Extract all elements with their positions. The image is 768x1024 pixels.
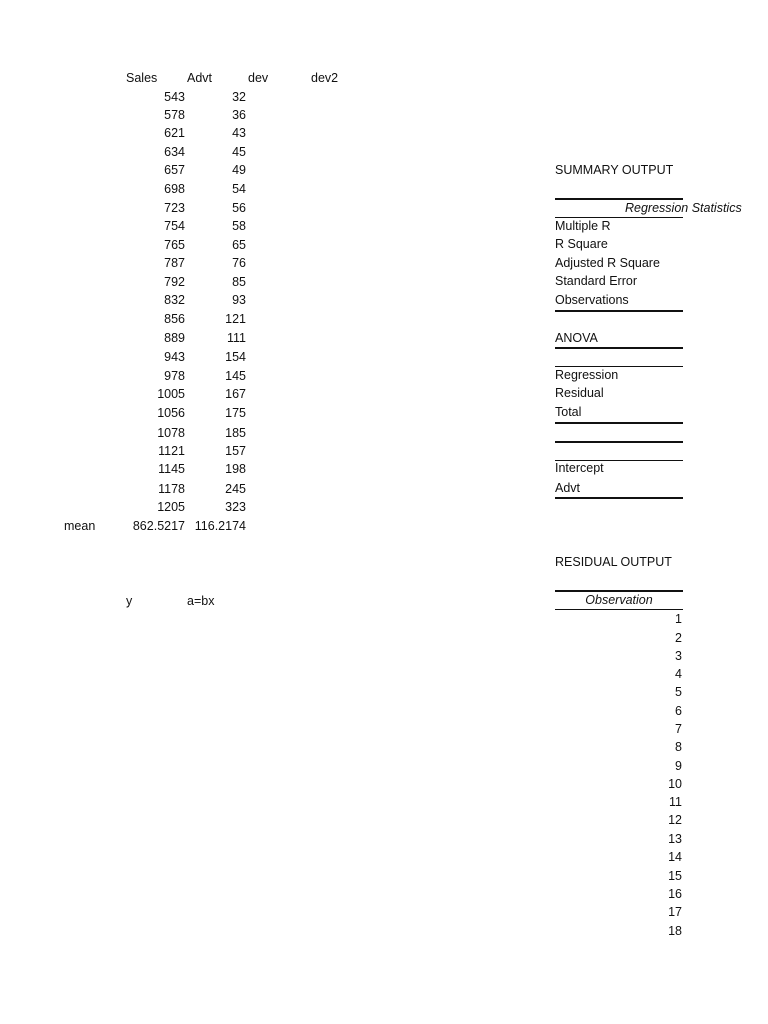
advt-cell[interactable]: 198	[225, 462, 246, 476]
sales-cell[interactable]: 1145	[158, 462, 185, 476]
advt-cell[interactable]: 175	[225, 406, 246, 420]
observation-number[interactable]: 1	[675, 612, 682, 626]
observation-number[interactable]: 6	[675, 704, 682, 718]
advt-cell[interactable]: 54	[232, 182, 246, 196]
observation-number[interactable]: 10	[668, 777, 682, 791]
sales-cell[interactable]: 1205	[157, 500, 185, 514]
anova-top-rule	[555, 347, 683, 349]
sales-cell[interactable]: 634	[164, 145, 185, 159]
sales-cell[interactable]: 765	[164, 238, 185, 252]
sales-cell[interactable]: 698	[164, 182, 185, 196]
advt-cell[interactable]: 43	[232, 126, 246, 140]
advt-cell[interactable]: 49	[232, 163, 246, 177]
advt-cell[interactable]: 157	[225, 444, 246, 458]
observation-number[interactable]: 17	[668, 905, 682, 919]
advt-cell[interactable]: 36	[232, 108, 246, 122]
anova-bottom-rule	[555, 422, 683, 424]
observation-header-rule	[555, 609, 683, 610]
abx-label[interactable]: a=bx	[187, 594, 215, 608]
mean-advt-cell[interactable]: 116.2174	[194, 519, 246, 533]
sales-cell[interactable]: 543	[164, 90, 185, 104]
coef-advt[interactable]: Advt	[555, 481, 581, 495]
mean-label[interactable]: mean	[64, 519, 96, 533]
sales-cell[interactable]: 978	[164, 369, 185, 383]
sales-cell[interactable]: 832	[164, 293, 185, 307]
anova-title[interactable]: ANOVA	[555, 331, 598, 345]
observation-number[interactable]: 8	[675, 740, 682, 754]
advt-cell[interactable]: 185	[225, 426, 246, 440]
header-sales[interactable]: Sales	[126, 71, 158, 85]
observation-number[interactable]: 7	[675, 722, 682, 736]
advt-cell[interactable]: 145	[225, 369, 246, 383]
y-label[interactable]: y	[126, 594, 133, 608]
advt-cell[interactable]: 56	[232, 201, 246, 215]
stat-observations[interactable]: Observations	[555, 293, 629, 307]
stats-bottom-rule	[555, 310, 683, 312]
header-advt[interactable]: Advt	[187, 71, 213, 85]
observation-number[interactable]: 9	[675, 759, 682, 773]
observation-number[interactable]: 11	[669, 795, 682, 809]
advt-cell[interactable]: 323	[225, 500, 246, 514]
observation-number[interactable]: 13	[668, 832, 682, 846]
anova-regression[interactable]: Regression	[555, 368, 619, 382]
sales-cell[interactable]: 1178	[158, 482, 185, 496]
coef-intercept[interactable]: Intercept	[555, 461, 604, 475]
observation-number[interactable]: 2	[675, 631, 682, 645]
observation-number[interactable]: 15	[668, 869, 682, 883]
advt-cell[interactable]: 76	[232, 256, 246, 270]
advt-cell[interactable]: 32	[232, 90, 246, 104]
sales-cell[interactable]: 621	[164, 126, 185, 140]
advt-cell[interactable]: 65	[232, 238, 246, 252]
stat-r-square[interactable]: R Square	[555, 237, 608, 251]
observation-header[interactable]: Observation	[585, 593, 653, 607]
advt-cell[interactable]: 111	[226, 331, 246, 345]
advt-cell[interactable]: 85	[232, 275, 246, 289]
stat-adjusted-r-square[interactable]: Adjusted R Square	[555, 256, 660, 270]
sales-cell[interactable]: 889	[164, 331, 185, 345]
sales-cell[interactable]: 1078	[157, 426, 185, 440]
sales-cell[interactable]: 1005	[157, 387, 185, 401]
regression-statistics-header[interactable]: Regression Statistics	[625, 201, 742, 215]
coef-bottom-rule	[555, 497, 683, 499]
observation-number[interactable]: 18	[668, 924, 682, 938]
observation-number[interactable]: 4	[675, 667, 682, 681]
observation-number[interactable]: 16	[668, 887, 682, 901]
advt-cell[interactable]: 93	[232, 293, 246, 307]
sales-cell[interactable]: 754	[164, 219, 185, 233]
summary-output-title[interactable]: SUMMARY OUTPUT	[555, 163, 674, 177]
observation-number[interactable]: 14	[668, 850, 682, 864]
stat-standard-error[interactable]: Standard Error	[555, 274, 637, 288]
advt-cell[interactable]: 245	[225, 482, 246, 496]
observation-number[interactable]: 12	[668, 813, 682, 827]
header-dev[interactable]: dev	[248, 71, 269, 85]
observation-number[interactable]: 3	[675, 649, 682, 663]
stat-multiple-r[interactable]: Multiple R	[555, 219, 611, 233]
advt-cell[interactable]: 167	[225, 387, 246, 401]
anova-total[interactable]: Total	[555, 405, 582, 419]
sales-cell[interactable]: 1121	[158, 444, 185, 458]
sales-cell[interactable]: 787	[164, 256, 185, 270]
mean-sales-cell[interactable]: 862.5217	[132, 519, 185, 533]
advt-cell[interactable]: 154	[225, 350, 246, 364]
residual-output-title[interactable]: RESIDUAL OUTPUT	[555, 555, 672, 569]
advt-cell[interactable]: 58	[232, 219, 246, 233]
advt-cell[interactable]: 45	[232, 145, 246, 159]
header-dev2[interactable]: dev2	[311, 71, 339, 85]
sales-cell[interactable]: 856	[164, 312, 185, 326]
summary-output-panel	[555, 0, 742, 1024]
sales-cell[interactable]: 657	[164, 163, 185, 177]
sales-cell[interactable]: 1056	[157, 406, 185, 420]
observation-number[interactable]: 5	[675, 685, 682, 699]
advt-cell[interactable]: 121	[225, 312, 246, 326]
sales-cell[interactable]: 578	[164, 108, 185, 122]
sales-cell[interactable]: 792	[164, 275, 185, 289]
sales-cell[interactable]: 723	[164, 201, 185, 215]
anova-residual[interactable]: Residual	[555, 386, 604, 400]
coef-top-rule	[555, 441, 683, 443]
sales-cell[interactable]: 943	[164, 350, 185, 364]
